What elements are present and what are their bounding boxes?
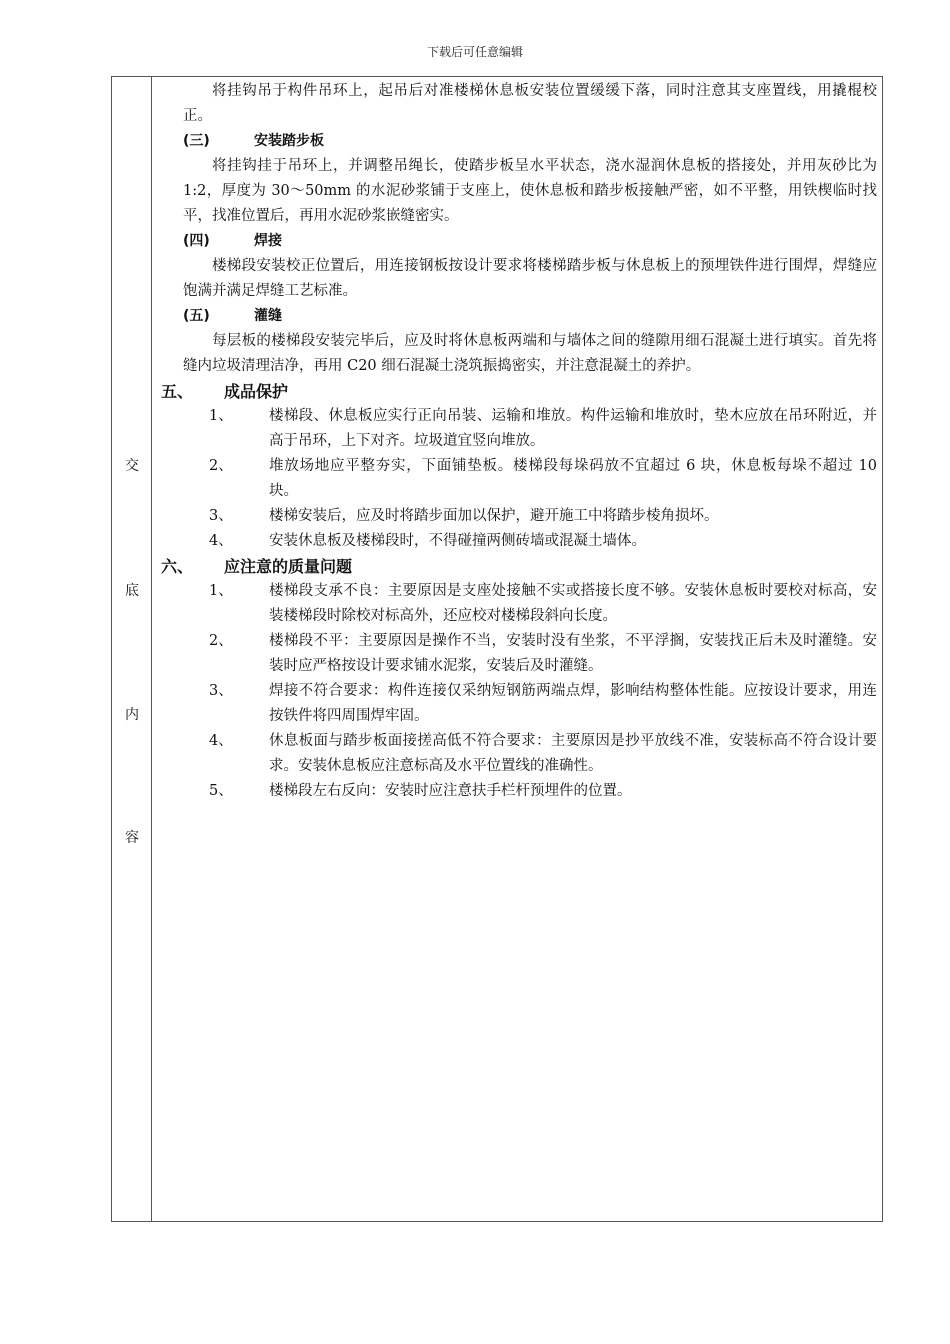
left-label-char: 容 [125, 830, 139, 846]
list-item-number: 5、 [209, 783, 233, 799]
list-item-number: 3、 [209, 683, 233, 699]
section-title: 应注意的质量问题 [224, 557, 353, 576]
list-item-text: 安装休息板及楼梯段时，不得碰撞两侧砖墙或混凝土墙体。 [269, 533, 646, 549]
subsection-title: 灌缝 [254, 308, 282, 324]
subsection-heading [161, 129, 877, 154]
list-item-text: 楼梯段左右反向：安装时应注意扶手栏杆预埋件的位置。 [269, 783, 632, 799]
left-label-char: 底 [125, 583, 139, 599]
list-item-text: 休息板面与踏步板面接搓高低不符合要求：主要原因是抄平放线不准，安装标高不符合设计要求。安装休息板应注意标高及水平位置线的准确性。 [269, 733, 877, 774]
list-item-text: 楼梯段不平：主要原因是操作不当，安装时没有坐浆，不平浮搁，安装找正后未及时灌缝。安装时应严格按设计要求铺水泥浆，安装后及时灌缝。 [269, 633, 877, 674]
list-item [161, 729, 877, 779]
list-item [161, 504, 877, 529]
list-item-number: 4、 [209, 533, 233, 549]
list-item-number: 2、 [209, 458, 233, 474]
list-item-number: 1、 [209, 408, 233, 424]
section-number: 六、 [161, 557, 194, 576]
left-label-char: 交 [125, 458, 139, 474]
left-label-char: 内 [125, 707, 139, 723]
list-item-number: 3、 [209, 508, 233, 524]
subsection-paragraph: 楼梯段安装校正位置后，用连接钢板按设计要求将楼梯踏步板与休息板上的预埋铁件进行围焊，焊缝应饱满并满足焊缝工艺标准。 [183, 258, 877, 299]
subsection-paragraph: 将挂钩挂于吊环上，并调整吊绳长，使踏步板呈水平状态，浇水湿润休息板的搭接处，并用灰砂比为 1:2，厚度为 30～50mm 的水泥砂浆铺于支座上，使休息板和踏步板接触严密，如不平整，用铁楔临时找平，找准位置后，再用水泥砂浆嵌缝密实。 [183, 158, 877, 224]
list-item-number: 2、 [209, 633, 233, 649]
section-heading [161, 554, 877, 579]
list-item-text: 楼梯段支承不良：主要原因是支座处接触不实或搭接长度不够。安装休息板时要校对标高，安装楼梯段时除校对标高外，还应校对楼梯段斜向长度。 [269, 583, 877, 624]
subsection-number: (三) [183, 133, 210, 149]
list-item [161, 529, 877, 554]
list-item-number: 4、 [209, 733, 233, 749]
subsection-number: (四) [183, 233, 210, 249]
list-item [161, 779, 877, 804]
subsection-heading [161, 229, 877, 254]
page-header: 下载后可任意编辑 [426, 45, 523, 59]
subsection-number: (五) [183, 308, 210, 324]
list-item-number: 1、 [209, 583, 233, 599]
content-table [111, 76, 883, 1222]
subsection-title: 安装踏步板 [254, 133, 324, 149]
left-label-column [112, 77, 152, 1221]
subsection-paragraph: 每层板的楼梯段安装完毕后，应及时将休息板两端和与墙体之间的缝隙用细石混凝土进行填实。首先将缝内垃圾清理洁净，再用 C20 细石混凝土浇筑振捣密实，并注意混凝土的养护。 [183, 333, 877, 374]
section-number: 五、 [161, 382, 194, 401]
list-item-text: 堆放场地应平整夯实，下面铺垫板。楼梯段每垛码放不宜超过 6 块，休息板每垛不超过 10 块。 [269, 458, 877, 499]
list-item [161, 579, 877, 629]
list-item-text: 焊接不符合要求：构件连接仅采纳短钢筋两端点焊，影响结构整体性能。应按设计要求，用连按铁件将四周围焊牢固。 [269, 683, 877, 724]
intro-paragraph: 将挂钩吊于构件吊环上，起吊后对准楼梯休息板安装位置缓缓下落，同时注意其支座置线，用撬棍校正。 [183, 83, 877, 124]
section-heading [161, 379, 877, 404]
list-item-text: 楼梯段、休息板应实行正向吊装、运输和堆放。构件运输和堆放时，垫木应放在吊环附近，并高于吊环，上下对齐。垃圾道宜竖向堆放。 [269, 408, 877, 449]
content-body [161, 79, 877, 804]
list-item [161, 629, 877, 679]
subsection-title: 焊接 [254, 233, 282, 249]
section-title: 成品保护 [224, 382, 289, 401]
list-item [161, 404, 877, 454]
list-item [161, 454, 877, 504]
list-item-text: 楼梯安装后，应及时将踏步面加以保护，避开施工中将踏步棱角损坏。 [269, 508, 719, 524]
list-item [161, 679, 877, 729]
subsection-heading [161, 304, 877, 329]
